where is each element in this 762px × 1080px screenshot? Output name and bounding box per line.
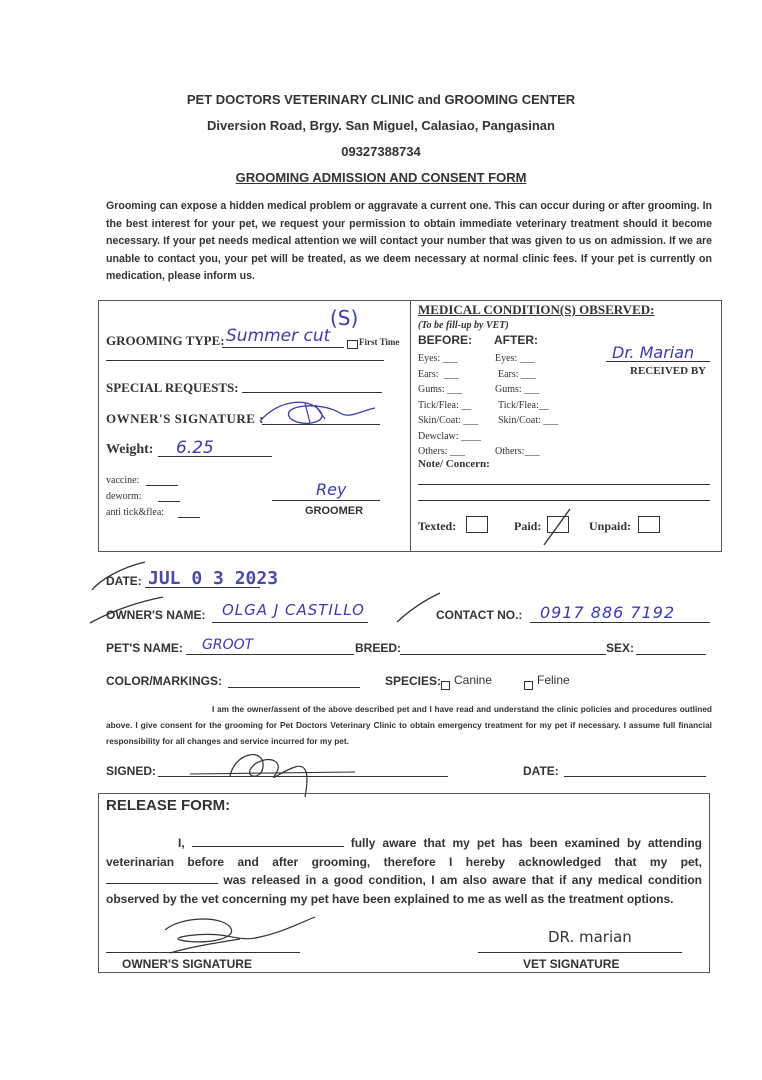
received-by-label: RECEIVED BY: [630, 365, 707, 377]
release-owner-name-line[interactable]: [192, 835, 344, 847]
anti-tick-label: anti tick&flea:: [106, 507, 165, 518]
form-title: GROOMING ADMISSION AND CONSENT FORM: [235, 170, 527, 185]
medical-row-skincoat[interactable]: Skin/Coat: ___ Skin/Coat: ___: [418, 415, 559, 426]
received-by-signature: Dr. Marian: [612, 343, 695, 362]
contact-label: CONTACT NO.:: [436, 608, 523, 622]
groomer-signature: Rey: [316, 480, 347, 499]
note-line-1[interactable]: [418, 484, 710, 485]
medical-title: MEDICAL CONDITION(S) OBSERVED:: [418, 302, 655, 317]
release-text: I, fully aware that my pet has been examined by attending veterinarian before and after grooming, therefore I hereby acknowledged that my pet, was released in a good condition, I am also aware that if any medical condition observed by the vet concerning my pet have been explained to me as well as the treatment options.: [106, 836, 702, 906]
deworm-label: deworm:: [106, 491, 142, 502]
first-time-checkbox[interactable]: [347, 336, 358, 354]
grooming-type-extra: (S): [330, 306, 359, 330]
consent-text: I am the owner/assent of the above described pet and I have read and understand the clinic policies and procedures outlined above. I give consent for the grooming for Pet Doctors Veterinary Clinic to obtain emergency treatment for my pet if necessary. I assume full financial responsibility for all changes and service incurred for my pet.: [106, 704, 712, 746]
owner-name-line: [212, 622, 368, 623]
medical-row-dewclaw[interactable]: Dewclaw: ____: [418, 430, 482, 442]
medical-row-others[interactable]: Others: ___ Others:___: [418, 446, 540, 457]
release-title: RELEASE FORM:: [106, 797, 231, 814]
weight-value[interactable]: 6.25: [176, 438, 214, 458]
feline-checkbox[interactable]: [524, 677, 533, 695]
texted-label: Texted:: [418, 519, 457, 533]
date2-line[interactable]: [564, 776, 706, 777]
medical-subtitle: (To be fill-up by VET): [418, 320, 509, 331]
first-time-label: First Time: [359, 337, 400, 347]
paid-checkmark: [540, 505, 574, 549]
owner-signature-label: OWNER'S SIGNATURE :: [106, 411, 265, 426]
grooming-type-label: GROOMING TYPE:: [106, 333, 225, 348]
pet-name-label: PET'S NAME:: [106, 641, 183, 655]
texted-checkbox[interactable]: [466, 516, 488, 534]
unpaid-label: Unpaid:: [589, 519, 632, 533]
owner-name-value[interactable]: OLGA J CASTILLO: [222, 601, 365, 619]
grooming-type-line: [222, 347, 344, 348]
canine-label: Canine: [454, 673, 493, 687]
feline-label: Feline: [537, 673, 570, 687]
note-line-2[interactable]: [418, 500, 710, 501]
color-markings-line[interactable]: [228, 687, 360, 688]
weight-label: Weight:: [106, 442, 154, 457]
date-line[interactable]: [145, 587, 260, 588]
date-label: DATE:: [106, 574, 142, 588]
medical-row-tickflea[interactable]: Tick/Flea: __ Tick/Flea:__: [418, 399, 549, 411]
sex-line[interactable]: [636, 654, 706, 655]
medical-row-ears[interactable]: Ears: ___ Ears: ___: [418, 368, 537, 380]
before-label: BEFORE:: [418, 333, 472, 347]
release-owner-sig-line[interactable]: [106, 952, 300, 953]
pet-name-line: [186, 654, 354, 655]
medical-rows: [418, 351, 598, 460]
owner-signature-scribble: [250, 393, 380, 433]
groomer-label: GROOMER: [305, 505, 364, 517]
release-pet-name-line[interactable]: [106, 872, 218, 884]
signed-label: SIGNED:: [106, 764, 157, 778]
contact-line: [530, 622, 710, 623]
clinic-name: PET DOCTORS VETERINARY CLINIC and GROOMING CENTER: [186, 92, 576, 107]
weight-line: [158, 456, 272, 457]
breed-label: BREED:: [355, 641, 402, 655]
grooming-type-line-2: [106, 360, 384, 361]
medical-row-eyes[interactable]: Eyes: ___ Eyes: ___: [418, 353, 535, 364]
note-concern-label: Note/ Concern:: [418, 458, 490, 470]
release-owner-signature-scribble: [160, 915, 320, 960]
pet-name-value[interactable]: GROOT: [202, 637, 254, 653]
unpaid-checkbox[interactable]: [638, 516, 660, 534]
box-divider: [410, 300, 411, 551]
grooming-type-value[interactable]: Summer cut: [226, 326, 331, 346]
medical-row-gums[interactable]: Gums: ___ Gums: ___: [418, 384, 540, 395]
groomer-line[interactable]: [272, 500, 380, 501]
owner-name-label: OWNER'S NAME:: [106, 608, 206, 622]
sex-label: SEX:: [606, 641, 635, 655]
vet-signature-label: VET SIGNATURE: [523, 957, 620, 971]
vaccine-label: vaccine:: [106, 475, 140, 486]
after-label: AFTER:: [494, 333, 538, 347]
date-stamp: JUL 0 3 2023: [148, 568, 279, 589]
deworm-line[interactable]: [158, 501, 180, 502]
canine-checkbox[interactable]: [441, 677, 450, 695]
vet-sig-line[interactable]: [478, 952, 682, 953]
clinic-address: Diversion Road, Brgy. San Miguel, Calasiao, Pangasinan: [207, 118, 555, 133]
color-markings-label: COLOR/MARKINGS:: [106, 674, 222, 688]
intro-text: Grooming can expose a hidden medical problem or aggravate a current one. This can occur during or after grooming. In the best interest for your pet, we request your permission to obtain immediate veterinary treatment should it become necessary. If your pet needs medical attention we will contact your number that was given to us on admission. If we are unable to contact you, your pet will be treated, as we deem necessary at normal clinic fees. If your pet is currently on medication, please inform us.: [106, 200, 712, 282]
vet-signature-value: DR. marian: [548, 928, 632, 946]
species-label: SPECIES:: [385, 674, 442, 688]
received-by-line[interactable]: [606, 361, 710, 362]
vaccine-line[interactable]: [146, 485, 178, 486]
anti-tick-line[interactable]: [178, 517, 200, 518]
paid-label: Paid:: [514, 519, 542, 533]
owner-signature-label: OWNER'S SIGNATURE: [122, 957, 252, 971]
clinic-phone: 09327388734: [341, 144, 421, 159]
contact-value[interactable]: 0917 886 7192: [540, 603, 676, 622]
date2-label: DATE:: [523, 764, 559, 778]
breed-line[interactable]: [400, 654, 606, 655]
special-requests-label: SPECIAL REQUESTS:: [106, 380, 239, 395]
